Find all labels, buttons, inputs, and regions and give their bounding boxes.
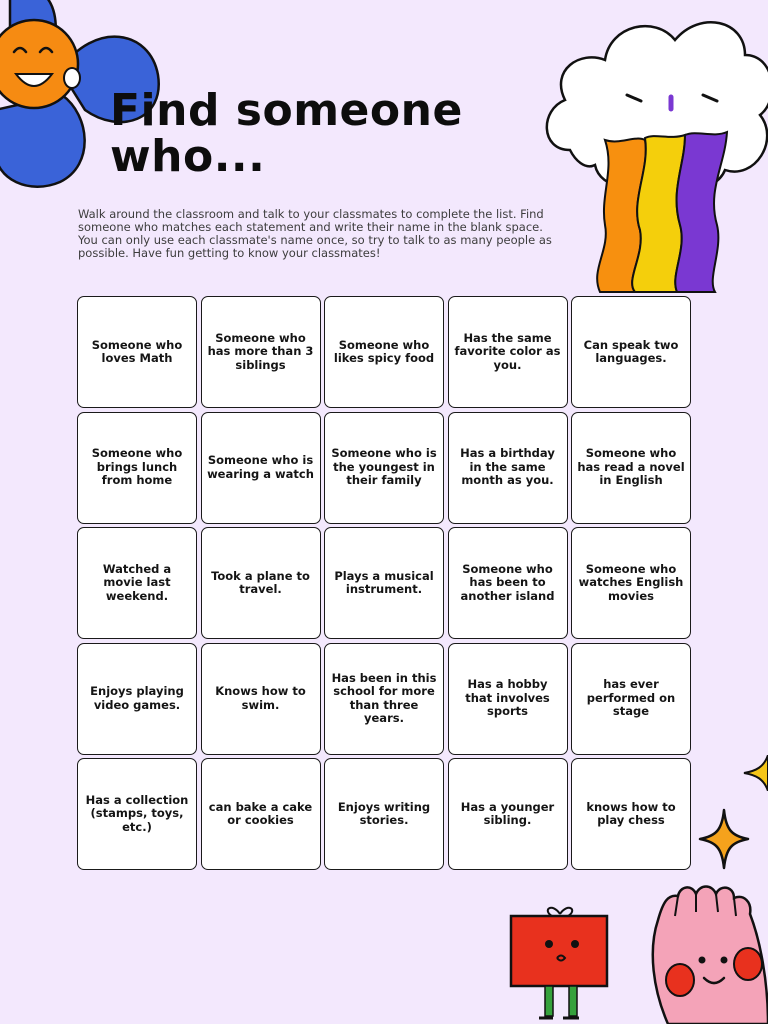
grid-cell-text: Has a collection (stamps, toys, etc.) xyxy=(85,792,189,834)
grid-cell[interactable] xyxy=(448,643,568,755)
grid-cell-text: Enjoys writing stories. xyxy=(337,799,431,827)
grid-cell[interactable] xyxy=(571,296,691,408)
grid-cell[interactable] xyxy=(571,412,691,524)
grid-cell-text: knows how to play chess xyxy=(586,799,676,827)
grid-cell[interactable] xyxy=(571,643,691,755)
grid-cell-text: Watched a movie last weekend. xyxy=(102,561,172,603)
grid-cell-text: Knows how to swim. xyxy=(215,684,306,712)
grid-cell[interactable] xyxy=(77,643,197,755)
rainbow-cloud-character-icon xyxy=(545,0,768,300)
grid-cell-text: Has been in this school for more than three years. xyxy=(331,670,437,725)
bingo-grid xyxy=(77,296,691,871)
grid-cell[interactable] xyxy=(448,758,568,870)
grid-cell[interactable] xyxy=(324,412,444,524)
grid-cell-text: Enjoys playing video games. xyxy=(90,684,184,712)
page-title-line-1: Find someone xyxy=(110,85,463,136)
grid-cell-text: Has a younger sibling. xyxy=(460,799,555,827)
grid-cell-text: Has the same favorite color as you. xyxy=(454,330,561,372)
grid-cell-text: can bake a cake or cookies xyxy=(208,799,313,827)
grid-cell-text: Someone who likes spicy food xyxy=(333,337,435,365)
grid-cell-text: has ever performed on stage xyxy=(586,677,676,719)
grid-cell[interactable] xyxy=(77,296,197,408)
gift-box-character-icon xyxy=(505,900,615,1024)
grid-cell[interactable] xyxy=(448,412,568,524)
grid-cell-text: Someone who is the youngest in their family xyxy=(331,446,437,488)
grid-cell[interactable] xyxy=(201,412,321,524)
grid-cell[interactable] xyxy=(201,527,321,639)
sparkle-icon xyxy=(698,808,750,870)
page-title-line-2: who... xyxy=(110,131,266,182)
grid-cell[interactable] xyxy=(77,758,197,870)
grid-cell[interactable] xyxy=(324,758,444,870)
grid-cell[interactable] xyxy=(324,643,444,755)
grid-cell[interactable] xyxy=(324,527,444,639)
grid-cell-text: Someone who watches English movies xyxy=(578,561,684,603)
grid-cell[interactable] xyxy=(201,758,321,870)
grid-cell-text: Can speak two languages. xyxy=(583,337,679,365)
page-title xyxy=(110,85,530,182)
grid-cell-text: Took a plane to travel. xyxy=(211,568,310,596)
hand-character-icon xyxy=(648,880,768,1024)
grid-cell-text: Has a hobby that involves sports xyxy=(465,677,550,719)
grid-cell[interactable] xyxy=(77,527,197,639)
grid-cell[interactable] xyxy=(571,758,691,870)
grid-cell-text: Has a birthday in the same month as you. xyxy=(460,446,555,488)
grid-cell-text: Plays a musical instrument. xyxy=(334,568,434,596)
grid-cell[interactable] xyxy=(324,296,444,408)
grid-cell-text: Someone who has been to another island xyxy=(460,561,555,603)
grid-cell[interactable] xyxy=(201,296,321,408)
grid-cell[interactable] xyxy=(448,296,568,408)
grid-cell-text: Someone who loves Math xyxy=(91,337,183,365)
grid-cell[interactable] xyxy=(571,527,691,639)
grid-cell[interactable] xyxy=(448,527,568,639)
grid-cell-text: Someone who brings lunch from home xyxy=(91,446,183,488)
instructions-text: Walk around the classroom and talk to your classmates to complete the list. Find someone who matches each statement and write their name in the blank space. You can only use each classmate's name once, so try to talk to as many people as possible. Have fun getting to know your classmates! xyxy=(78,207,552,260)
grid-cell-text: Someone who has more than 3 siblings xyxy=(207,330,314,372)
grid-cell-text: Someone who has read a novel in English xyxy=(577,446,685,488)
sparkle-icon xyxy=(740,755,768,791)
grid-cell[interactable] xyxy=(201,643,321,755)
grid-cell[interactable] xyxy=(77,412,197,524)
grid-cell-text: Someone who is wearing a watch xyxy=(207,453,314,481)
